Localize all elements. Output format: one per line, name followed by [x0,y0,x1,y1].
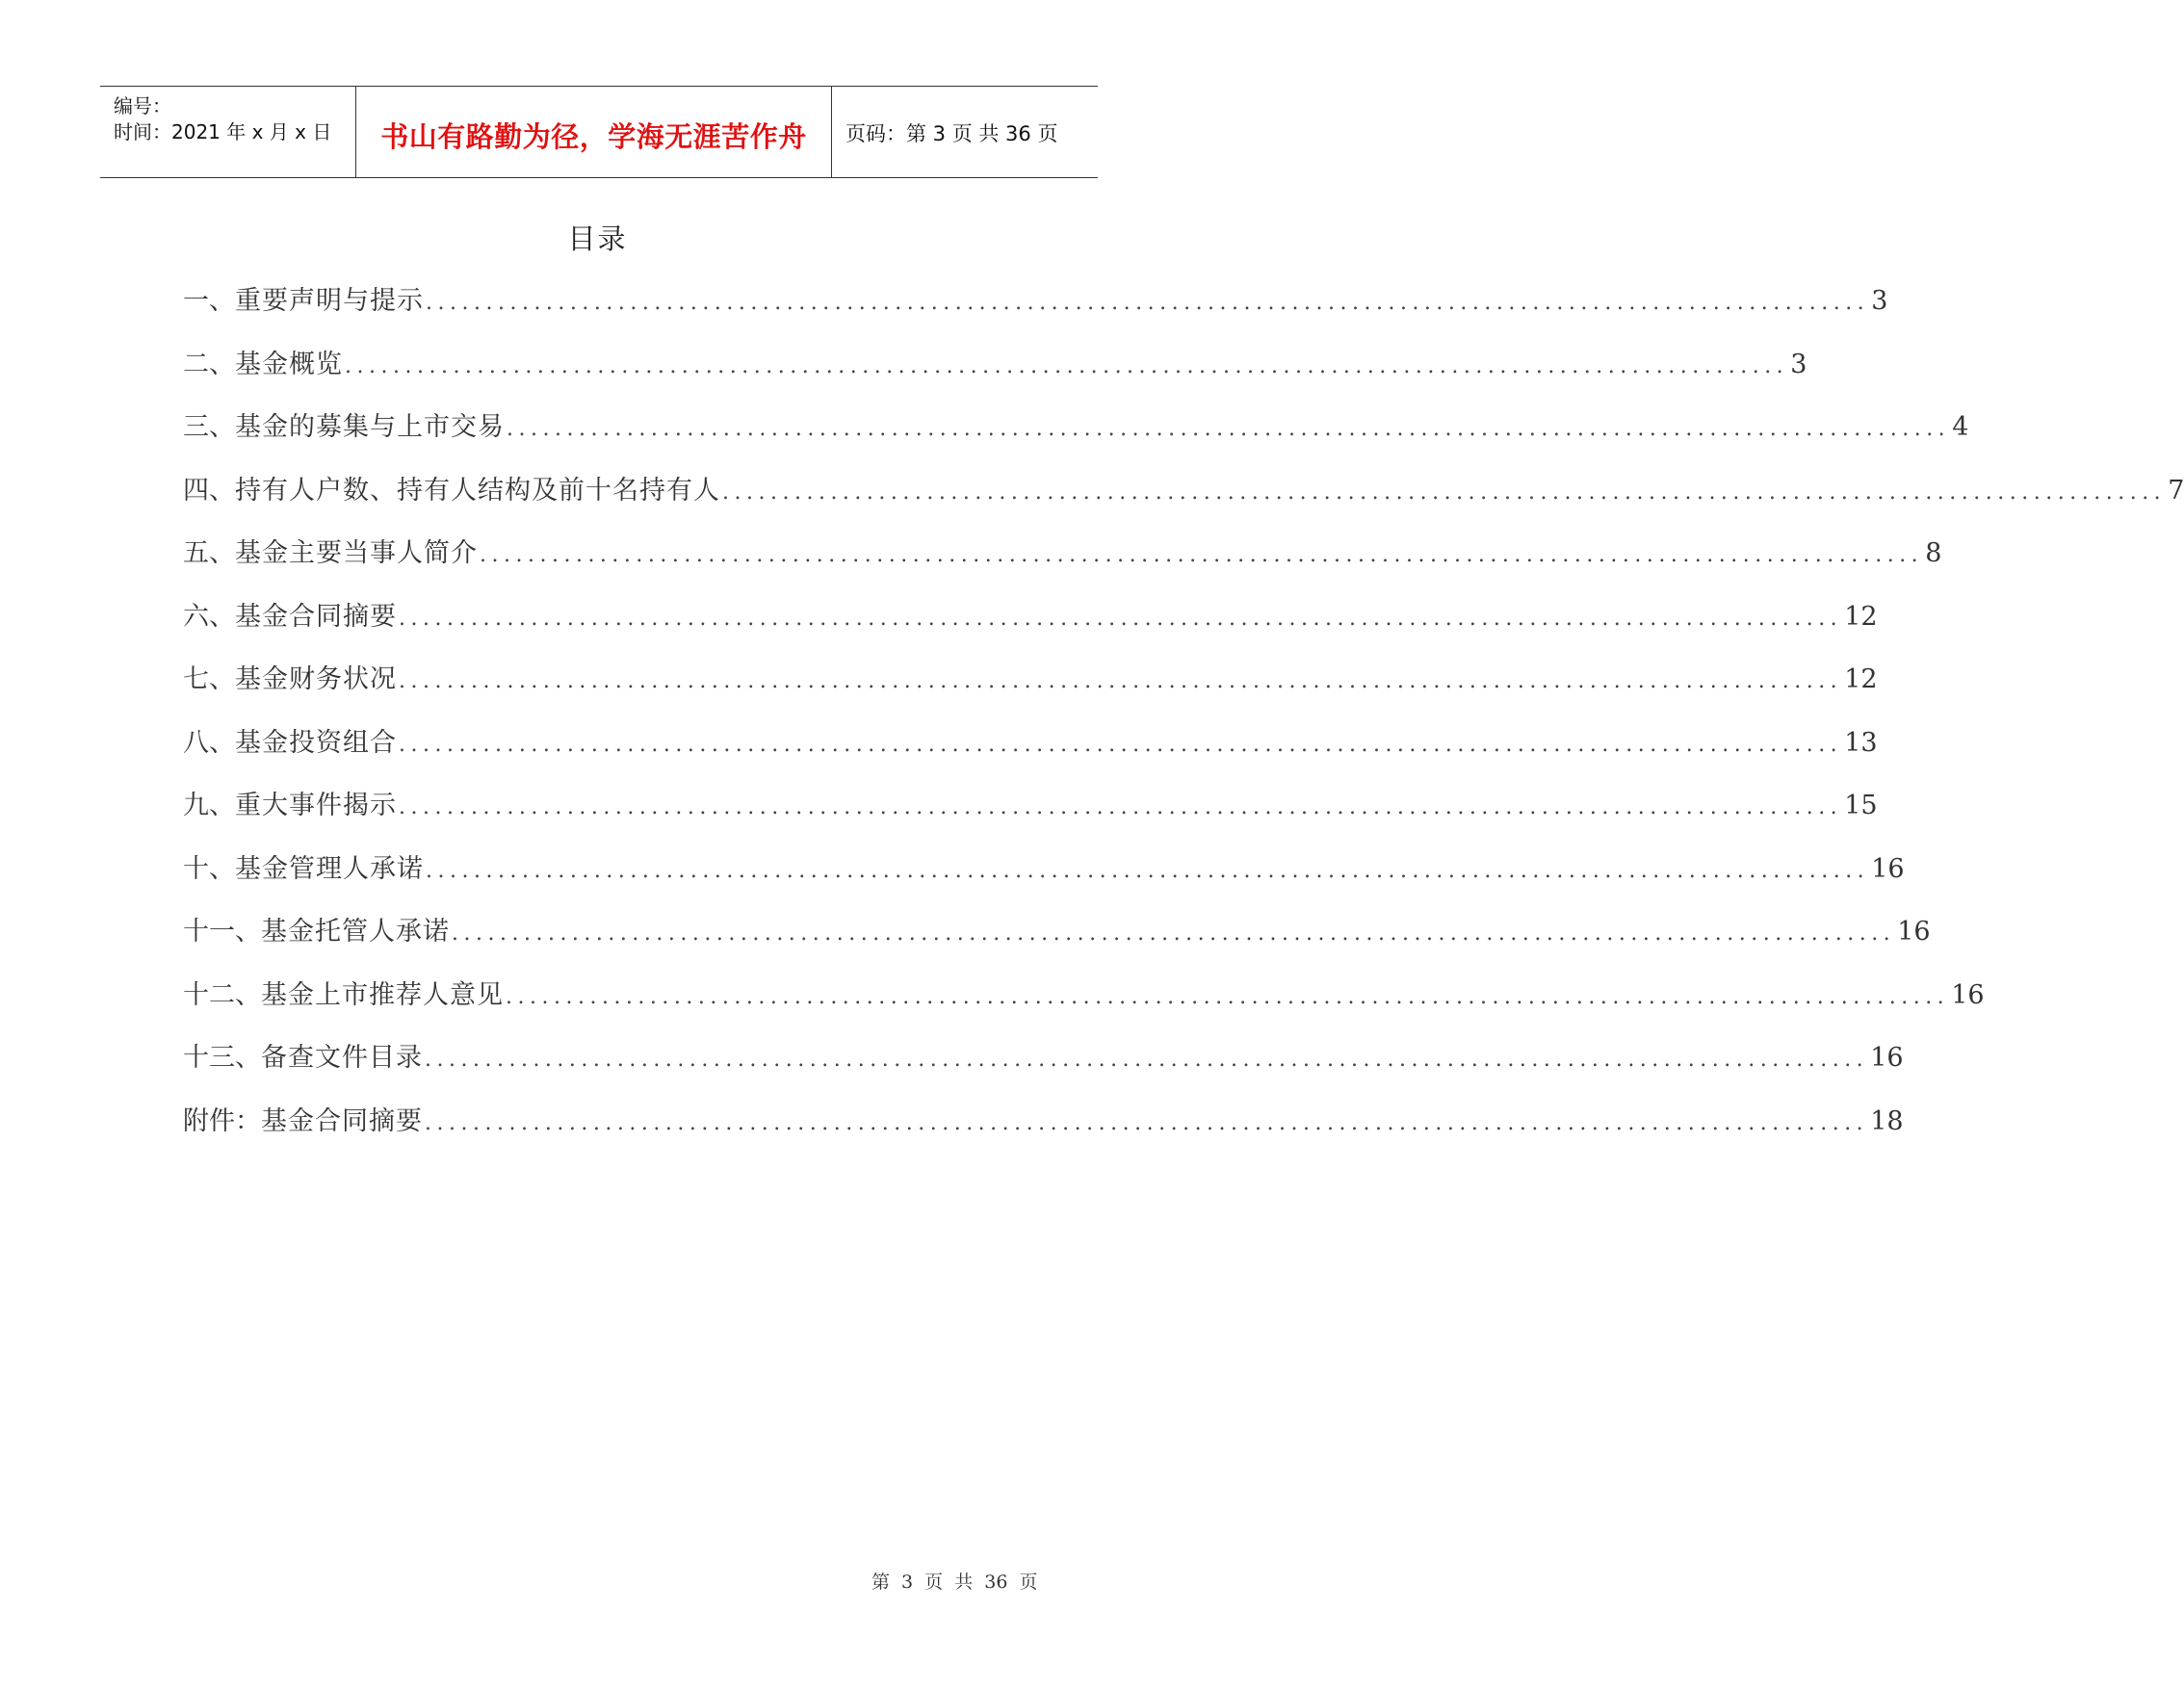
toc-leader-dots: ........................................................................................................................ [345,353,1789,378]
toc-entry-number: 三、 [183,412,235,442]
toc-entry-number: 十二、 [183,979,261,1010]
toc-entry-number: 二、 [183,349,235,379]
toc-entry-page: 16 [1951,979,1985,1010]
toc-entry-page: 13 [1844,727,1878,758]
page-header [100,86,1098,178]
toc-leader-dots: ........................................................................................................................ [507,417,1951,441]
toc-entry-label: 基金管理人承诺 [235,853,424,884]
toc-entry-page: 16 [1871,853,1905,884]
toc-entry-label: 基金财务状况 [235,664,397,694]
toc-leader-dots: ........................................................................................................................ [399,732,1843,757]
toc-leader-dots: ........................................................................................................................ [426,858,1870,883]
toc-entry-number: 十三、 [183,1043,261,1073]
toc-entry[interactable] [183,847,1905,911]
toc-entry-label: 基金投资组合 [235,727,397,758]
toc-entry[interactable] [183,721,1878,785]
toc-leader-dots: ........................................................................................................................ [425,1110,1869,1135]
toc-entry-number: 七、 [183,664,235,694]
toc-entry-page: 8 [1925,538,1942,568]
toc-entry-page: 16 [1870,1043,1904,1073]
page-footer: 第 3 页 共 36 页 [871,1572,1038,1593]
toc-entry-number: 五、 [183,538,235,568]
toc-entry[interactable] [183,405,1969,469]
toc-entry[interactable] [183,910,1931,974]
toc-entry[interactable] [183,343,1807,406]
toc-entry[interactable] [183,595,1878,659]
toc-entry-number: 八、 [183,727,235,758]
header-page-info: 页码：第 3 页 共 36 页 [845,122,1058,145]
toc-entry-label: 备查文件目录 [261,1043,423,1073]
serial-number-label: 编号： [114,94,171,117]
toc-entry-label: 基金上市推荐人意见 [261,979,504,1010]
toc-entry-page: 12 [1844,601,1878,632]
toc-entry-number: 十一、 [183,917,261,947]
toc-entry-label: 基金合同摘要 [261,1105,423,1136]
toc-entry-page: 3 [1871,286,1888,316]
toc-entry-label: 基金合同摘要 [235,601,397,632]
header-meta-cell [100,87,356,177]
toc-leader-dots: ........................................................................................................................ [722,480,2167,505]
toc-entry-label: 重大事件揭示 [235,791,397,820]
toc-entry-label: 基金概览 [235,349,343,379]
toc-entry-label: 重要声明与提示 [235,286,424,316]
toc-leader-dots: ........................................................................................................................ [506,984,1950,1009]
toc-entry[interactable] [183,1036,1904,1100]
toc-entry-number: 十、 [183,853,235,884]
motto-text: 书山有路勤为径，学海无涯苦作舟 [380,120,807,153]
toc-leader-dots: ........................................................................................................................ [425,1048,1869,1072]
toc-entry-page: 15 [1844,791,1878,820]
toc-entry-page: 16 [1897,917,1931,947]
table-of-contents [183,279,2184,1162]
toc-entry-page: 7 [2168,475,2184,506]
toc-entry-page: 3 [1790,349,1807,379]
toc-entry-page: 4 [1952,412,1969,442]
header-motto-cell [356,87,832,177]
toc-entry-label: 基金主要当事人简介 [235,538,478,568]
toc-leader-dots: ........................................................................................................................ [399,606,1843,631]
toc-title: 目录 [567,222,628,255]
toc-entry-label: 基金托管人承诺 [261,917,450,947]
toc-entry-label: 持有人户数、持有人结构及前十名持有人 [235,475,720,506]
toc-entry-number: 一、 [183,286,235,316]
toc-entry-number: 四、 [183,475,235,506]
toc-leader-dots: ........................................................................................................................ [452,922,1896,946]
toc-entry[interactable] [183,1100,1904,1163]
toc-entry[interactable] [183,279,1888,343]
header-page-cell [832,87,1098,177]
toc-entry[interactable] [183,532,1942,595]
toc-leader-dots: ........................................................................................................................ [399,795,1843,819]
toc-leader-dots: ........................................................................................................................ [399,669,1843,693]
toc-leader-dots: ........................................................................................................................ [426,291,1870,315]
toc-entry[interactable] [183,784,1878,847]
toc-entry-page: 12 [1844,664,1878,694]
toc-entry[interactable] [183,974,1985,1037]
toc-entry-number: 九、 [183,791,235,820]
toc-entry-number: 附件： [183,1105,261,1136]
toc-entry-label: 基金的募集与上市交易 [235,412,505,442]
toc-entry-number: 六、 [183,601,235,632]
toc-entry[interactable] [183,469,2184,533]
toc-entry[interactable] [183,658,1878,721]
toc-leader-dots: ........................................................................................................................ [480,543,1924,567]
toc-entry-page: 18 [1870,1105,1904,1136]
date-label: 时间：2021 年 x 月 x 日 [114,120,332,143]
